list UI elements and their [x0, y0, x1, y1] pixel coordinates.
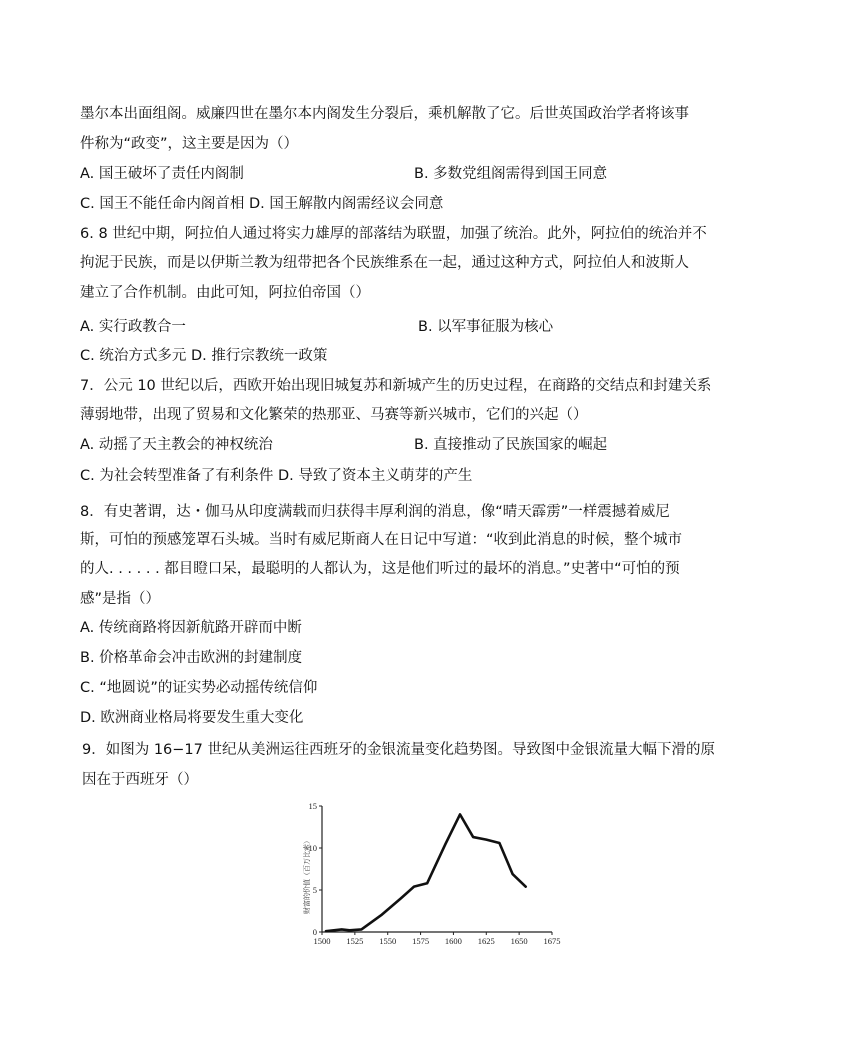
q6-option-cd: C. 统治方式多元 D. 推行宗教统一政策	[80, 348, 328, 364]
series-line	[326, 814, 526, 931]
data-point	[400, 898, 402, 900]
q7-option-cd: C. 为社会转型准备了有利条件 D. 导致了资本主义萌芽的产生	[80, 468, 473, 484]
x-tick-label: 1625	[477, 936, 495, 946]
x-tick-label: 1675	[543, 936, 561, 946]
data-point	[512, 873, 514, 875]
data-point	[349, 930, 351, 932]
data-point	[426, 882, 428, 884]
chart-series	[325, 814, 526, 932]
q8-stem-line1: 8．有史著谓，达・伽马从印度满载而归获得丰厚利润的消息，像“晴天霹雳”一样震撼着威尼	[80, 504, 670, 520]
data-point	[472, 836, 474, 838]
data-point	[325, 930, 327, 932]
y-axis-label: 财富的价值（百万比索）	[303, 837, 311, 914]
q8-option-d: D. 欧洲商业格局将要发生重大变化	[80, 710, 304, 726]
x-tick-label: 1550	[379, 936, 397, 946]
data-point	[341, 929, 343, 931]
q8-stem-line3: 的人. . . . . . 都目瞪口呆，最聪明的人都认为，这是他们听过的最坏的消息。”史著中“可怕的预	[80, 561, 680, 577]
data-point	[380, 914, 382, 916]
q8-option-c: C. “地圆说”的证实势必动摇传统信仰	[80, 680, 318, 696]
y-tick-label: 15	[308, 801, 317, 811]
y-tick-label: 0	[312, 927, 317, 937]
gold-silver-flow-chart	[300, 798, 580, 958]
q5-stem-line2: 件称为“政变”，这主要是因为（）	[80, 136, 299, 152]
chart-ticks	[309, 801, 561, 946]
q8-option-a: A. 传统商路将因新航路开辟而中断	[80, 620, 302, 636]
data-point	[361, 929, 363, 931]
data-point	[499, 842, 501, 844]
x-tick-label: 1650	[510, 936, 528, 946]
q8-stem-line4: 感”是指（）	[80, 591, 161, 607]
q7-stem-line1: 7．公元 10 世纪以后，西欧开始出现旧城复苏和新城产生的历史过程，在商路的交结点和封建关系	[80, 378, 712, 394]
q5-stem-line1: 墨尔本出面组阁。威廉四世在墨尔本内阁发生分裂后，乘机解散了它。后世英国政治学者将该事	[80, 106, 689, 122]
q9-stem-line1: 9．如图为 16−17 世纪从美洲运往西班牙的金银流量变化趋势图。导致图中金银流量大幅下滑的原	[82, 742, 715, 758]
q6-option-a: A. 实行政教合一	[80, 319, 186, 335]
data-point	[525, 886, 527, 888]
y-tick-label: 5	[312, 885, 317, 895]
q8-stem-line2: 斯，可怕的预感笼罩石头城。当时有威尼斯商人在日记中写道：“收到此消息的时候，整个城市	[80, 532, 683, 548]
x-tick-label: 1575	[412, 936, 430, 946]
data-point	[459, 814, 461, 816]
q8-option-b: B. 价格革命会冲击欧洲的封建制度	[80, 650, 303, 666]
chart-axes	[322, 806, 552, 932]
q6-option-b: B. 以军事征服为核心	[418, 319, 554, 335]
q6-stem-line3: 建立了合作机制。由此可知，阿拉伯帝国（）	[80, 285, 370, 301]
data-point	[413, 886, 415, 888]
q9-stem-line2: 因在于西班牙（）	[82, 772, 198, 788]
y-tick-label: 10	[308, 843, 317, 853]
data-point	[485, 839, 487, 841]
q5-option-cd: C. 国王不能任命内阁首相 D. 国王解散内阁需经议会同意	[80, 196, 444, 212]
data-point	[445, 843, 447, 845]
q6-stem-line1: 6. 8 世纪中期，阿拉伯人通过将实力雄厚的部落结为联盟，加强了统治。此外，阿拉伯的统治并不	[80, 226, 707, 242]
q5-option-a: A. 国王破坏了责任内阁制	[80, 166, 244, 182]
x-tick-label: 1500	[313, 936, 331, 946]
q7-option-a: A. 动摇了天主教会的神权统治	[80, 437, 273, 453]
q6-stem-line2: 拘泥于民族，而是以伊斯兰教为纽带把各个民族维系在一起，通过这种方式，阿拉伯人和波斯人	[80, 255, 689, 271]
q5-option-b: B. 多数党组阁需得到国王同意	[414, 166, 608, 182]
q7-stem-line2: 薄弱地带，出现了贸易和文化繁荣的热那亚、马赛等新兴城市，它们的兴起（）	[80, 407, 588, 423]
q7-option-b: B. 直接推动了民族国家的崛起	[414, 437, 608, 453]
x-tick-label: 1525	[346, 936, 364, 946]
x-tick-label: 1600	[444, 936, 462, 946]
